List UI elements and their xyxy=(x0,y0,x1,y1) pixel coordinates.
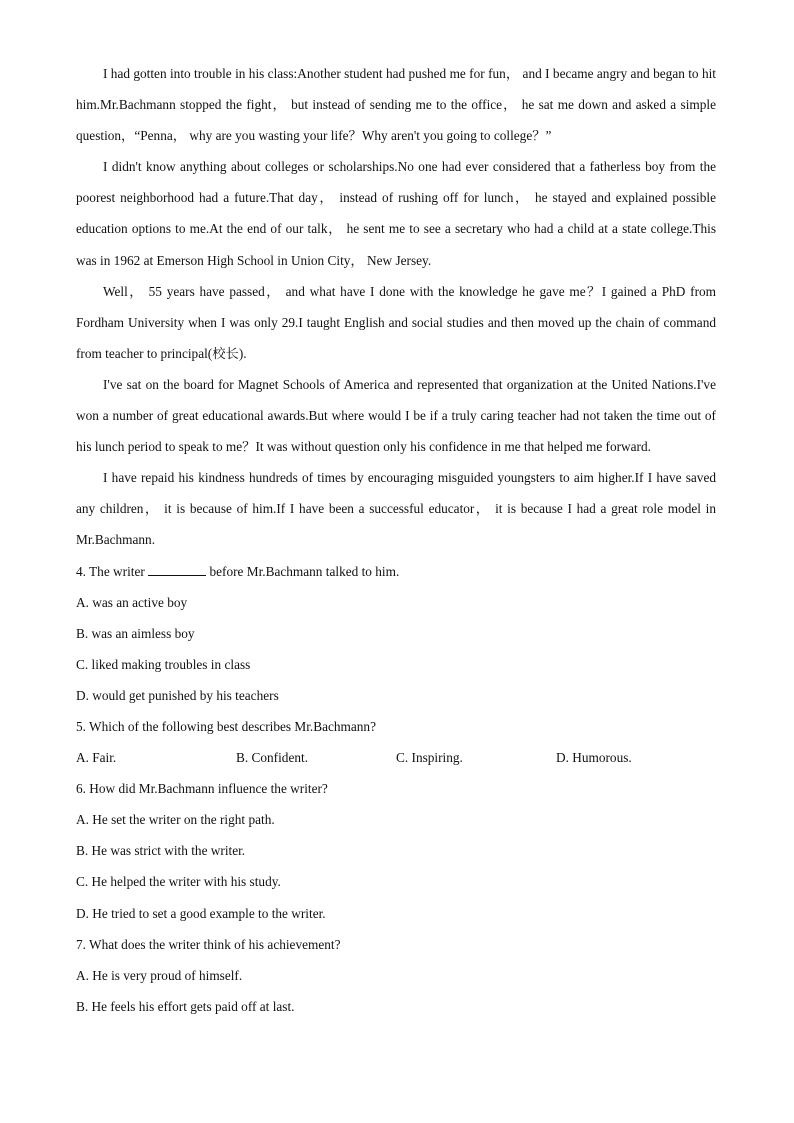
question-5-stem: 5. Which of the following best describes Mr.Bachmann? xyxy=(76,718,376,734)
question-5-option-a: A. Fair. xyxy=(76,750,117,766)
question-7-option-a: A. He is very proud of himself. xyxy=(76,967,243,983)
question-4 xyxy=(76,556,716,711)
question-5-option-d: D. Humorous. xyxy=(556,750,632,766)
question-6-option-c: C. He helped the writer with his study. xyxy=(76,874,281,890)
question-5-option-b: B. Confident. xyxy=(236,750,309,766)
question-4-stem-before: 4. The writer xyxy=(76,563,145,579)
question-6 xyxy=(76,773,716,928)
question-4-option-d: D. would get punished by his teachers xyxy=(76,687,279,703)
passage-paragraph-5: I have repaid his kindness hundreds of times by encouraging misguided youngsters to aim higher.If I have saved any children， it is because of him.If I have been a successful educator， it is because I had a great role model in Mr.Bachmann. xyxy=(76,470,716,548)
question-7-stem: 7. What does the writer think of his achievement? xyxy=(76,936,341,952)
answer-blank xyxy=(148,563,206,576)
question-5 xyxy=(76,711,716,773)
passage-paragraph-3: Well， 55 years have passed， and what have I done with the knowledge he gave me？I gained a PhD from Fordham University when I was only 29.I taught English and social studies and then moved up the chain of command from teacher to principal(校长). xyxy=(76,283,716,361)
question-6-option-d: D. He tried to set a good example to the writer. xyxy=(76,905,326,921)
passage-paragraph-4: I've sat on the board for Magnet Schools of America and represented that organization at the United Nations.I've won a number of great educational awards.But where would I be if a truly caring teacher had not taken the time out of his lunch period to speak to me？It was without question only his confidence in me that helped me forward. xyxy=(76,376,716,455)
question-4-stem xyxy=(76,556,716,587)
question-6-option-a: A. He set the writer on the right path. xyxy=(76,812,275,828)
question-4-option-c: C. liked making troubles in class xyxy=(76,656,251,672)
question-5-options xyxy=(76,742,716,773)
passage-paragraph-1: I had gotten into trouble in his class:Another student had pushed me for fun， and I became angry and began to hit him.Mr.Bachmann stopped the fight， but instead of sending me to the office， he sat me down and asked a simple question，“Penna， why are you wasting your life？Why aren't you going to college？” xyxy=(76,66,716,144)
question-7-option-b: B. He feels his effort gets paid off at last. xyxy=(76,998,295,1014)
question-6-option-b: B. He was strict with the writer. xyxy=(76,843,246,859)
question-6-stem: 6. How did Mr.Bachmann influence the writer? xyxy=(76,781,328,797)
question-7 xyxy=(76,929,716,1022)
question-4-option-a: A. was an active boy xyxy=(76,594,188,610)
passage-paragraph-2: I didn't know anything about colleges or scholarships.No one had ever considered that a fatherless boy from the poorest neighborhood had a future.That day， instead of rushing off for lunch， he stayed and explained possible education options to me.At the end of our talk， he sent me to see a secretary who had a child at a state college.This was in 1962 at Emerson High School in Union City， New Jersey. xyxy=(76,159,716,268)
question-5-option-c: C. Inspiring. xyxy=(396,750,463,766)
document-page xyxy=(76,58,716,1022)
question-4-stem-after: before Mr.Bachmann talked to him. xyxy=(209,563,400,579)
question-4-option-b: B. was an aimless boy xyxy=(76,625,195,641)
